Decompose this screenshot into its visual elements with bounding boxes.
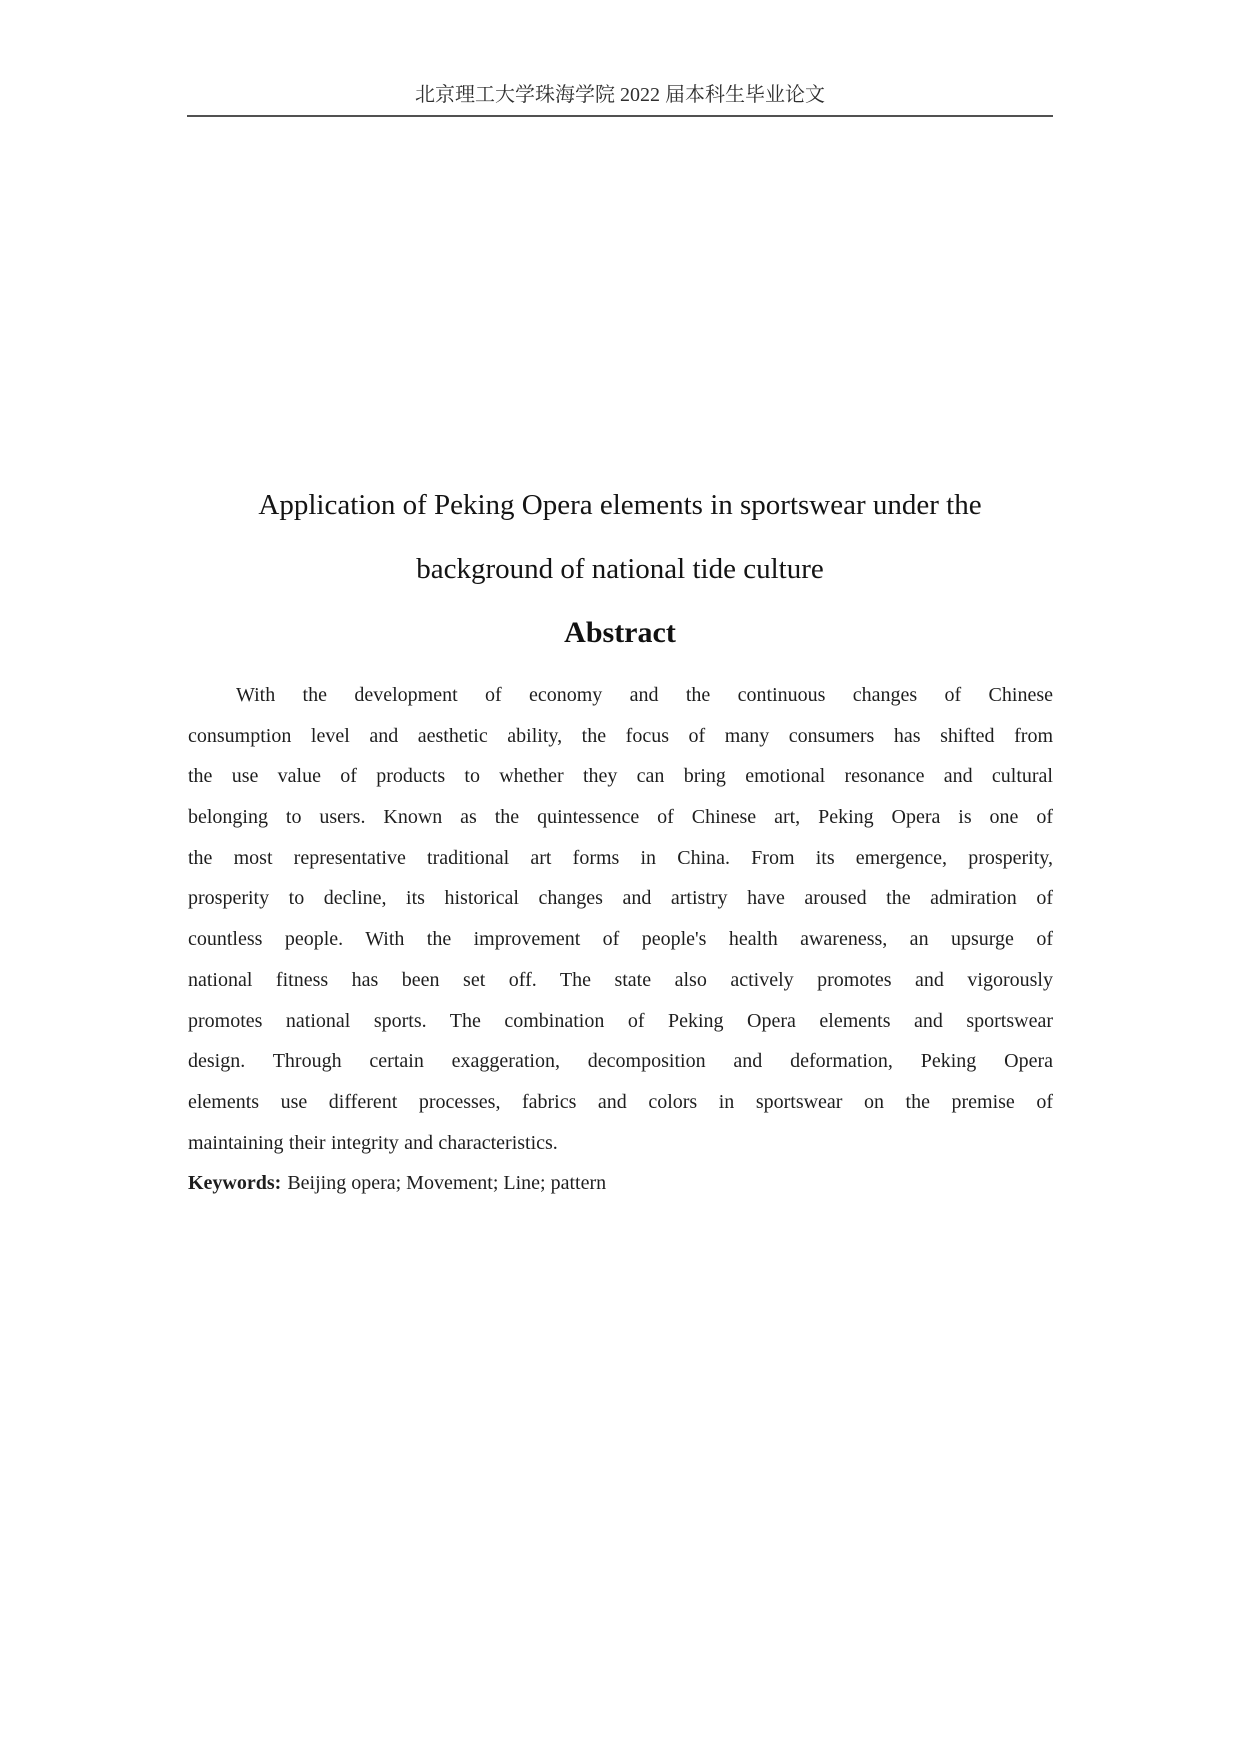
keywords-line [188, 1163, 1053, 1204]
thesis-title-line-1: Application of Peking Opera elements in sportswear under the [258, 489, 982, 521]
abstract-line: promotes national sports. The combination of Peking Opera elements and sportswear [188, 1009, 1053, 1032]
abstract-line: the most representative traditional art forms in China. From its emergence, prosperity, [188, 846, 1053, 869]
abstract-line: prosperity to decline, its historical changes and artistry have aroused the admiration of [188, 887, 1053, 910]
abstract-line: national fitness has been set off. The state also actively promotes and vigorously [188, 968, 1053, 991]
abstract-heading: Abstract [564, 616, 676, 649]
keywords-value: Beijing opera; Movement; Line; pattern [287, 1172, 607, 1195]
abstract-line: belonging to users. Known as the quintessence of Chinese art, Peking Opera is one of [188, 806, 1053, 829]
thesis-title-line-2: background of national tide culture [416, 553, 824, 585]
keywords-label: Keywords: [188, 1172, 282, 1195]
abstract-line: countless people. With the improvement of people's health awareness, an upsurge of [188, 928, 1053, 951]
abstract-line: the use value of products to whether they can bring emotional resonance and cultural [188, 765, 1053, 788]
abstract-line: maintaining their integrity and characteristics. [188, 1131, 558, 1154]
page-header-text: 北京理工大学珠海学院 2022 届本科生毕业论文 [415, 84, 825, 106]
header-divider [187, 115, 1053, 117]
abstract-line: consumption level and aesthetic ability, the focus of many consumers has shifted from [188, 724, 1053, 747]
abstract-line: design. Through certain exaggeration, decomposition and deformation, Peking Opera [188, 1050, 1053, 1073]
title-block [187, 473, 1053, 665]
abstract-line: elements use different processes, fabrics and colors in sportswear on the premise of [188, 1090, 1053, 1113]
abstract-line: With the development of economy and the continuous changes of Chinese [236, 684, 1053, 706]
abstract-paragraph [188, 675, 1053, 1204]
